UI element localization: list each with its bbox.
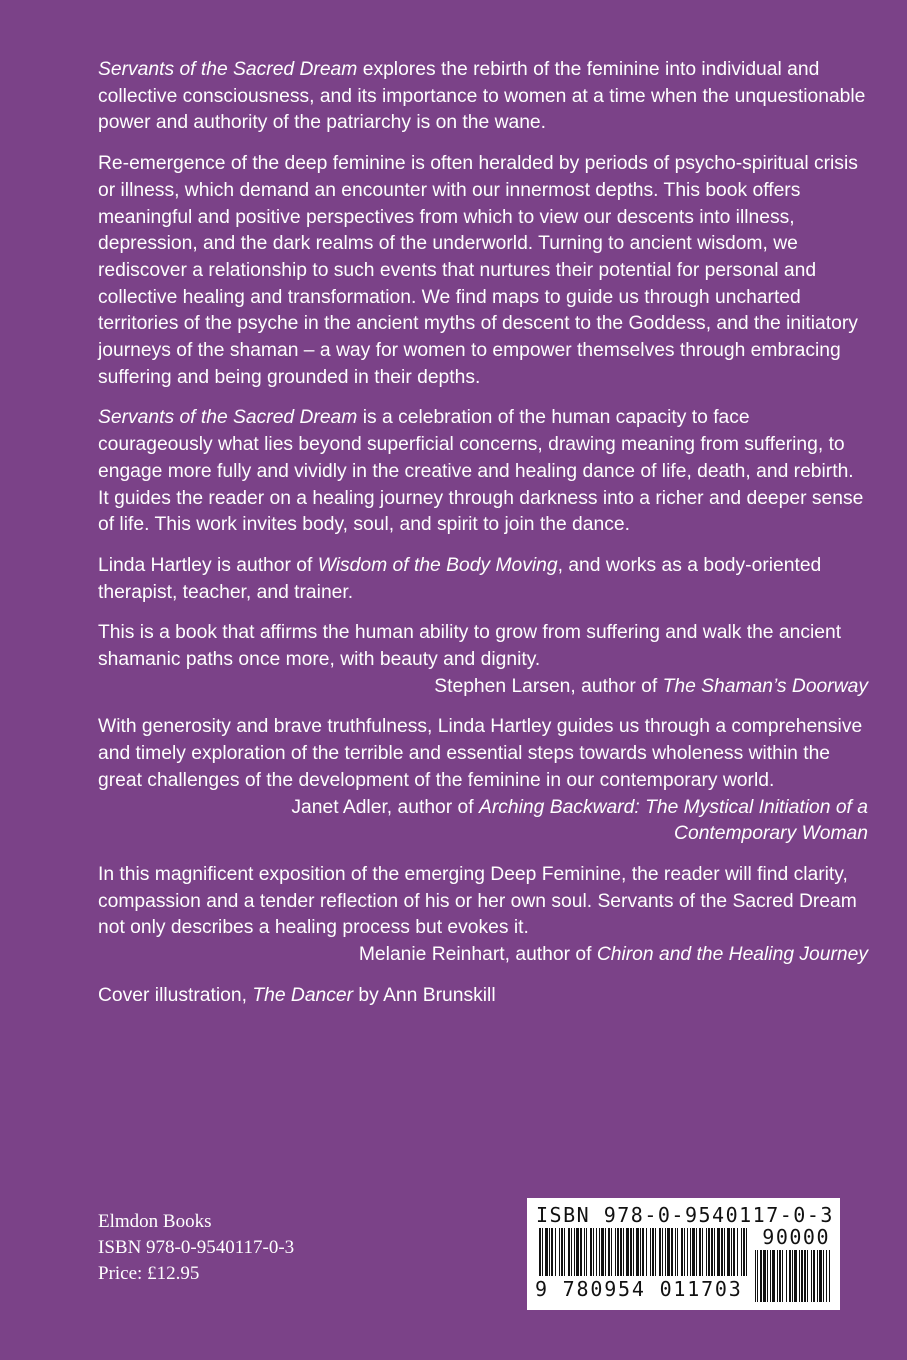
barcode-bar (681, 1228, 683, 1276)
barcode-bar (636, 1228, 639, 1276)
barcode-bar (652, 1228, 654, 1276)
addon-bar (811, 1250, 812, 1302)
barcode-bar (737, 1228, 738, 1276)
barcode-bar (640, 1228, 641, 1276)
cover-credit-text: Cover illustration, (98, 984, 253, 1006)
addon-bar (817, 1250, 818, 1302)
barcode-bar (662, 1228, 663, 1276)
quote-2 (98, 714, 868, 848)
author-bio-text: Linda Hartley is author of (98, 554, 318, 576)
attribution-book: Arching Backward: The Mystical Initiation of a Contemporary Woman (478, 796, 868, 845)
quote-text: With generosity and brave truthfulness, Linda Hartley guides us through a comprehensive and timely exploration of the terrible and essential steps towards wholeness within the great challenges of the development of the feminine in our contemporary world. (98, 716, 863, 791)
barcode-bar (551, 1228, 553, 1276)
barcode-bar (584, 1228, 585, 1276)
barcode-bar (690, 1228, 691, 1276)
addon-bar (799, 1250, 800, 1302)
barcode-bar (596, 1228, 597, 1276)
barcode-bar (623, 1228, 624, 1276)
barcode-bar (571, 1228, 572, 1276)
addon-bar (757, 1250, 758, 1302)
barcode-bar (539, 1228, 541, 1276)
description-paragraph-2: Re-emergence of the deep feminine is often heralded by periods of psycho-spiritual crisis or illness, which demand an encounter with our innermost depths. This book offers meaningful and positive perspectives from which to view our descents into illness, depression, and the dark realms of the underworld. Turning to ancient wisdom, we rediscover a relationship to such events that nurtures their potential for personal and collective healing and transformation. We find maps to guide us through uncharted territories of the psyche in the ancient myths of descent to the Goddess, and the initiatory journeys of the shaman – a way for women to empower themselves through embracing suffering and being grounded in their depths. (98, 153, 858, 388)
attribution-name: Stephen Larsen, author of (434, 675, 663, 697)
author-bio (98, 553, 868, 606)
barcode-bar (702, 1228, 703, 1276)
barcode-bar (599, 1228, 600, 1276)
quote-attribution (98, 795, 868, 848)
barcode-addon-digits: 90000 (762, 1225, 830, 1249)
barcode-bar (706, 1228, 707, 1276)
addon-bar (829, 1250, 830, 1302)
barcode-bar (605, 1228, 606, 1276)
publisher-isbn: ISBN 978-0-9540117-0-3 (98, 1237, 295, 1258)
addon-bar (789, 1250, 791, 1302)
addon-bar (772, 1250, 775, 1302)
description-text: is a celebration of the human capacity to face courageously what lies beyond superficial concerns, drawing meaning from suffering, to engage more fully and vividly in the creative and healing dance of life, death, and rebirth. It guides the reader on a healing journey through darkness into a richer and deeper sense of life. This work invites body, soul, and spirit to join the dance. (98, 407, 864, 536)
attribution-book: The Shaman’s Doorway (662, 675, 868, 697)
barcode-bar (620, 1228, 622, 1276)
barcode-bar (655, 1228, 656, 1276)
barcode-ean-digits: 9 780954 011703 (535, 1277, 743, 1301)
barcode-bar (708, 1228, 710, 1276)
barcode-bar (611, 1228, 612, 1276)
barcode-bar (677, 1228, 678, 1276)
barcode-bar (699, 1228, 701, 1276)
barcode-bar (617, 1228, 619, 1276)
barcode-bar (717, 1228, 720, 1276)
barcode-bar (593, 1228, 594, 1276)
quote-text: In this magnificent exposition of the emerging Deep Feminine, the reader will find clarity, compassion and a tender reflection of his or her own soul. Servants of the Sacred Dream not only describes a healing process but evokes it. (98, 863, 857, 939)
barcode-bar (633, 1228, 634, 1276)
book-title: Servants of the Sacred Dream (98, 59, 358, 80)
barcode-bar (675, 1228, 676, 1276)
publisher-price: Price: £12.95 (98, 1263, 200, 1284)
quote-attribution (98, 674, 868, 701)
barcode-bar (650, 1228, 651, 1276)
book-title: Servants of the Sacred Dream (98, 407, 358, 429)
barcode-bar (659, 1228, 661, 1276)
addon-bar (777, 1250, 778, 1302)
barcode-bar (574, 1228, 575, 1276)
author-book-title: Wisdom of the Body Moving (317, 554, 558, 576)
barcode-bar (590, 1228, 592, 1276)
addon-bar (770, 1250, 771, 1302)
attribution-name: Janet Adler, author of (291, 796, 479, 818)
barcode-bar (646, 1228, 647, 1276)
cover-art-title: The Dancer (252, 984, 354, 1006)
barcode-bar (724, 1228, 725, 1276)
barcode-bar (692, 1228, 695, 1276)
barcode-bar (667, 1228, 670, 1276)
addon-bar (819, 1250, 822, 1302)
cover-credit (98, 983, 868, 1010)
barcode-bar (687, 1228, 688, 1276)
barcode-bar (615, 1228, 616, 1276)
barcode-bar (542, 1228, 543, 1276)
quote-1 (98, 620, 868, 700)
back-cover-text (98, 57, 868, 1024)
barcode-bar (733, 1228, 735, 1276)
barcode-bar (549, 1228, 550, 1276)
barcode-bar (684, 1228, 685, 1276)
barcode-bar (696, 1228, 697, 1276)
barcode-bar (564, 1228, 565, 1276)
barcode-bar (601, 1228, 604, 1276)
barcode-bar (731, 1228, 732, 1276)
addon-bar (823, 1250, 824, 1302)
barcode-bar (741, 1228, 742, 1276)
barcode (527, 1198, 840, 1310)
barcode-bar (630, 1228, 632, 1276)
barcode-bar (746, 1228, 747, 1276)
barcode-bar (665, 1228, 666, 1276)
addon-bar (794, 1250, 797, 1302)
barcode-bar (711, 1228, 713, 1276)
description-text: explores the rebirth of the feminine into individual and collective consciousness, and its importance to women at a time when the unquestionable power and authority of the patriarchy is on the wane. (98, 59, 866, 134)
description-paragraph-3 (98, 405, 868, 539)
addon-bar (760, 1250, 762, 1302)
addon-bar (804, 1250, 806, 1302)
barcode-bar (642, 1228, 644, 1276)
cover-credit-text: by Ann Brunskill (353, 984, 496, 1006)
barcode-bar (727, 1228, 730, 1276)
barcode-bar (586, 1228, 587, 1276)
barcode-bar (555, 1228, 556, 1276)
attribution-book: Chiron and the Healing Journey (596, 944, 868, 966)
addon-bar (792, 1250, 793, 1302)
publisher-info (98, 1209, 294, 1287)
addon-bar (813, 1250, 815, 1302)
addon-bar (782, 1250, 783, 1302)
addon-bar (767, 1250, 768, 1302)
barcode-bar (721, 1228, 723, 1276)
publisher-name: Elmdon Books (98, 1211, 212, 1232)
barcode-isbn-label: ISBN 978-0-9540117-0-3 (536, 1203, 834, 1227)
barcode-bar (743, 1228, 745, 1276)
barcode-bar (561, 1228, 563, 1276)
quote-text: This is a book that affirms the human ability to grow from suffering and walk the ancient shamanic paths once more, with beauty and dignity. (98, 622, 842, 671)
barcode-bar (580, 1228, 582, 1276)
addon-bar (801, 1250, 803, 1302)
addon-bar (763, 1250, 766, 1302)
author-bio-text: , and works as a body-oriented therapist, teacher, and trainer. (98, 554, 822, 603)
addon-bar (807, 1250, 808, 1302)
addon-bar (779, 1250, 781, 1302)
barcode-bar (626, 1228, 629, 1276)
addon-bar (755, 1250, 756, 1302)
addon-bar (786, 1250, 787, 1302)
barcode-bar (545, 1228, 548, 1276)
description-paragraph-1 (98, 57, 868, 137)
addon-bar (826, 1250, 827, 1302)
barcode-bar (576, 1228, 579, 1276)
attribution-name: Melanie Reinhart, author of (358, 944, 597, 966)
barcode-bar (559, 1228, 560, 1276)
barcode-bar (568, 1228, 570, 1276)
barcode-bar (671, 1228, 673, 1276)
quote-3 (98, 862, 868, 969)
barcode-bar (608, 1228, 610, 1276)
barcode-bar (714, 1228, 715, 1276)
quote-attribution (98, 942, 868, 969)
